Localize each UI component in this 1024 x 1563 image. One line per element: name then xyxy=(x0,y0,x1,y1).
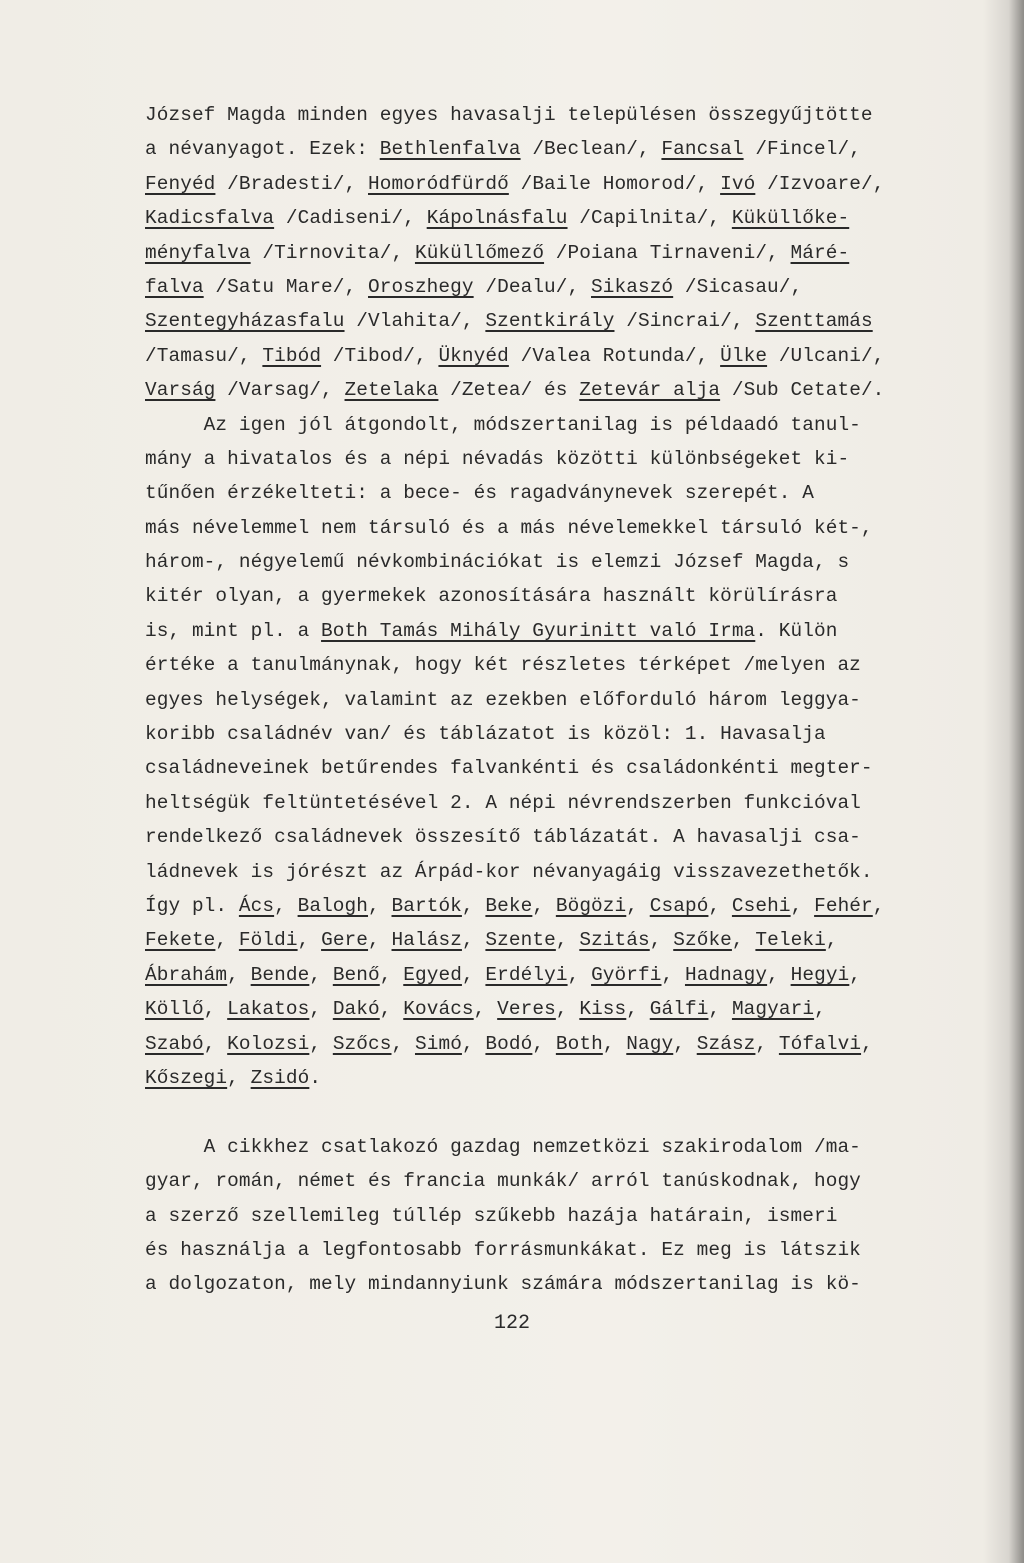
text-run: , xyxy=(649,929,674,952)
underlined-name: Both Tamás Mihály Gyurinitt való Irma xyxy=(321,619,756,642)
underlined-name: Szente xyxy=(485,929,556,952)
text-run: három-, négyelemű névkombinációkat is elemzi József Magda, s xyxy=(145,551,850,574)
text-line xyxy=(145,201,985,235)
underlined-name: Gálfi xyxy=(649,998,709,1021)
text-run: /Poiana Tirnaveni/, xyxy=(544,241,791,264)
text-line xyxy=(145,1061,985,1095)
underlined-name: Magyari xyxy=(731,998,815,1021)
underlined-name: Fehér xyxy=(814,894,873,917)
text-run: , xyxy=(767,963,791,986)
text-run: , xyxy=(215,929,239,952)
page-number: 122 xyxy=(493,1312,530,1335)
text-run: /Dealu/, xyxy=(473,275,592,298)
text-line xyxy=(145,304,985,338)
text-line xyxy=(145,167,985,201)
text-run: , xyxy=(379,963,404,986)
text-run: József Magda minden egyes havasalji településen összegyűjtötte xyxy=(145,104,873,126)
text-run: /Fincel/, xyxy=(743,138,861,161)
underlined-name: Erdélyi xyxy=(485,963,568,986)
underlined-name: Györfi xyxy=(591,963,662,986)
text-run: , xyxy=(461,929,486,952)
text-line xyxy=(145,1095,985,1129)
underlined-name: Both xyxy=(555,1032,603,1055)
text-line xyxy=(145,1267,985,1301)
underlined-name: Szőcs xyxy=(332,1032,392,1055)
text-run: /Sub Cetate/. xyxy=(720,379,885,402)
text-run: , xyxy=(708,894,732,917)
underlined-name: Egyed xyxy=(403,963,462,986)
underlined-name: Tibód xyxy=(262,344,322,367)
text-run: , xyxy=(227,1066,251,1089)
underlined-name: Sikaszó xyxy=(591,275,674,298)
text-line xyxy=(145,476,985,510)
text-run: , xyxy=(309,998,333,1021)
text-run: , xyxy=(708,998,732,1021)
text-run: a dolgozaton, mely mindannyiunk számára módszertanilag is kö- xyxy=(145,1273,861,1296)
text-run: , xyxy=(602,1032,627,1055)
text-run: más névelemmel nem társuló és a más névelemekkel társuló két-, xyxy=(145,516,873,539)
text-run: koribb családnév van/ és táblázatot is közöl: 1. Havasalja xyxy=(145,723,826,746)
text-run: , xyxy=(309,963,333,986)
text-run: /Baile Homorod/, xyxy=(508,172,721,195)
text-line xyxy=(145,1130,985,1164)
underlined-name: Nagy xyxy=(626,1032,674,1055)
text-run: /Satu Mare/, xyxy=(203,275,368,298)
underlined-name: Szőke xyxy=(673,929,732,952)
underlined-name: Simó xyxy=(414,1032,462,1055)
underlined-name: Veres xyxy=(497,998,556,1021)
text-run: , xyxy=(368,929,392,952)
text-line xyxy=(145,889,985,923)
underlined-name: Bende xyxy=(250,963,310,986)
text-run: , xyxy=(309,1032,333,1055)
text-run: , xyxy=(673,1032,697,1055)
text-run: /Sincrai/, xyxy=(614,310,756,333)
underlined-name: ményfalva xyxy=(145,241,251,264)
underlined-name: Szitás xyxy=(579,929,650,952)
underlined-name: Zsidó xyxy=(250,1066,310,1089)
text-line xyxy=(145,683,985,717)
text-line xyxy=(145,1199,985,1233)
underlined-name: Benő xyxy=(332,963,380,986)
text-run: , xyxy=(473,998,498,1021)
underlined-name: Fenyéd xyxy=(145,172,216,195)
text-run: , xyxy=(626,998,650,1021)
text-run: /Vlahita/, xyxy=(344,310,486,333)
underlined-name: Fekete xyxy=(145,929,216,952)
text-line xyxy=(145,579,985,613)
text-line xyxy=(145,1027,985,1061)
underlined-name: Fancsal xyxy=(661,138,744,161)
text-run: , xyxy=(532,1032,556,1055)
text-run: /Beclean/, xyxy=(520,138,662,161)
text-line xyxy=(145,992,985,1026)
text-line xyxy=(145,98,985,132)
text-line xyxy=(145,923,985,957)
underlined-name: Bodó xyxy=(485,1032,533,1055)
text-run: Az igen jól átgondolt, módszertanilag is példaadó tanul- xyxy=(145,413,861,436)
text-run: a szerző szellemileg túllép szűkebb hazája határain, ismeri xyxy=(145,1204,838,1227)
underlined-name: Kőszegi xyxy=(145,1066,228,1089)
underlined-name: Balogh xyxy=(297,894,369,917)
underlined-name: Hegyi xyxy=(790,963,850,986)
underlined-name: Köllő xyxy=(145,998,204,1021)
text-run: , xyxy=(555,929,580,952)
underlined-name: Szentegyházasfalu xyxy=(145,310,345,333)
text-run: , xyxy=(849,963,862,986)
underlined-name: Ábrahám xyxy=(145,963,228,986)
text-run: . xyxy=(309,1066,322,1089)
underlined-name: Zetevár alja xyxy=(579,379,721,402)
text-run: , xyxy=(661,963,685,986)
text-run: , xyxy=(567,963,592,986)
text-line xyxy=(145,236,985,270)
text-run: , xyxy=(368,894,392,917)
underlined-name: Szabó xyxy=(145,1032,204,1055)
text-run: /Valea Rotunda/, xyxy=(508,344,721,367)
text-run: Így pl. xyxy=(145,894,239,917)
text-run: tűnően érzékelteti: a bece- és ragadványnevek szerepét. A xyxy=(145,482,814,505)
underlined-name: Hadnagy xyxy=(684,963,768,986)
underlined-name: Oroszhegy xyxy=(368,275,474,298)
underlined-name: Szász xyxy=(696,1032,756,1055)
text-run: a névanyagot. Ezek: xyxy=(145,138,380,161)
underlined-name: Kovács xyxy=(403,998,474,1021)
underlined-name: Földi xyxy=(238,929,298,952)
underlined-name: Bethlenfalva xyxy=(379,138,521,161)
text-run: , xyxy=(731,929,756,952)
underlined-name: Ivó xyxy=(720,172,756,195)
text-run: /Sicasau/, xyxy=(673,275,803,298)
text-line xyxy=(145,751,985,785)
underlined-name: Teleki xyxy=(755,929,826,952)
text-run: /Ulcani/, xyxy=(767,344,885,367)
underlined-name: falva xyxy=(145,275,204,298)
text-run: ládnevek is jórészt az Árpád-kor névanyagáig visszavezethetők. xyxy=(145,860,873,883)
text-run: kitér olyan, a gyermekek azonosítására használt körülírásra xyxy=(145,585,838,608)
text-run: /Varsag/, xyxy=(215,379,345,402)
text-line xyxy=(145,132,985,166)
underlined-name: Gere xyxy=(321,929,369,952)
underlined-name: Tófalvi xyxy=(778,1032,862,1055)
text-run: értéke a tanulmánynak, hogy két részletes térképet /melyen az xyxy=(145,654,861,677)
text-run: , xyxy=(814,998,826,1021)
text-run: /Tirnovita/, xyxy=(250,241,415,264)
text-run: mány a hivatalos és a népi névadás közötti különbségeket ki- xyxy=(145,447,850,470)
underlined-name: Homoródfürdő xyxy=(368,172,509,195)
text-run: gyar, román, német és francia munkák/ arról tanúskodnak, hogy xyxy=(145,1170,861,1193)
underlined-name: Kadicsfalva xyxy=(145,207,275,230)
underlined-name: Zetelaka xyxy=(344,379,439,402)
text-run: , xyxy=(790,894,815,917)
underlined-name: Kolozsi xyxy=(227,1032,310,1055)
text-line xyxy=(145,786,985,820)
text-line xyxy=(145,545,985,579)
underlined-name: Beke xyxy=(485,894,533,917)
text-run: /Tibod/, xyxy=(321,344,439,367)
text-run: , xyxy=(825,929,838,952)
underlined-name: Halász xyxy=(391,929,462,952)
text-line xyxy=(145,855,985,889)
underlined-name: Lakatos xyxy=(227,998,310,1021)
text-run: /Bradesti/, xyxy=(215,172,368,195)
text-run: , xyxy=(626,894,650,917)
text-line xyxy=(145,270,985,304)
underlined-name: Üknyéd xyxy=(438,344,509,367)
text-line xyxy=(145,717,985,751)
text-line xyxy=(145,442,985,476)
underlined-name: Csehi xyxy=(731,894,791,917)
body-text xyxy=(145,98,985,1302)
underlined-name: Szenttamás xyxy=(755,310,873,333)
text-run: , xyxy=(227,963,251,986)
text-run: . Külön xyxy=(755,619,838,642)
underlined-name: Dakó xyxy=(332,998,380,1021)
text-run: , xyxy=(461,894,486,917)
underlined-name: Bögözi xyxy=(555,894,627,917)
underlined-name: Csapó xyxy=(649,894,709,917)
text-line xyxy=(145,408,985,442)
underlined-name: Küküllőmező xyxy=(414,241,545,264)
text-line xyxy=(145,1233,985,1267)
text-run: családneveinek betűrendes falvankénti és családonkénti megter- xyxy=(145,757,873,780)
text-run: heltségük feltüntetésével 2. A népi névrendszerben funkcióval xyxy=(145,791,861,814)
text-run: , xyxy=(755,1032,779,1055)
text-run: /Capilnita/, xyxy=(567,207,732,230)
text-run: , xyxy=(379,998,404,1021)
text-run: , xyxy=(391,1032,415,1055)
text-line xyxy=(145,373,985,407)
text-run: , xyxy=(461,963,486,986)
text-run: , xyxy=(203,1032,228,1055)
text-run: A cikkhez csatlakozó gazdag nemzetközi szakirodalom /ma- xyxy=(145,1135,861,1158)
underlined-name: Küküllőke- xyxy=(731,207,850,230)
underlined-name: Kápolnásfalu xyxy=(426,207,568,230)
text-run: , xyxy=(274,894,298,917)
text-run: is, mint pl. a xyxy=(145,619,322,642)
underlined-name: Bartók xyxy=(391,894,462,917)
text-line xyxy=(145,339,985,373)
underlined-name: Kiss xyxy=(579,998,627,1021)
text-run: , xyxy=(872,894,885,917)
text-line xyxy=(145,820,985,854)
text-line xyxy=(145,511,985,545)
text-run: /Zetea/ és xyxy=(438,379,580,402)
text-run: , xyxy=(532,894,556,917)
text-run: és használja a legfontosabb forrásmunkákat. Ez meg is látszik xyxy=(145,1238,861,1261)
text-run: /Tamasu/, xyxy=(145,344,263,367)
underlined-name: Ács xyxy=(238,894,275,917)
text-run: , xyxy=(461,1032,486,1055)
text-line xyxy=(145,648,985,682)
underlined-name: Ülke xyxy=(720,344,768,367)
text-run: , xyxy=(555,998,580,1021)
text-line xyxy=(145,614,985,648)
text-run: , xyxy=(861,1032,873,1055)
text-run: , xyxy=(203,998,228,1021)
text-run: egyes helységek, valamint az ezekben előforduló három leggya- xyxy=(145,688,861,711)
text-run: /Cadiseni/, xyxy=(274,207,427,230)
text-line xyxy=(145,1164,985,1198)
text-line xyxy=(145,958,985,992)
underlined-name: Máré- xyxy=(790,241,850,264)
text-run: , xyxy=(297,929,322,952)
text-run: /Izvoare/, xyxy=(755,172,885,195)
text-run: rendelkező családnevek összesítő táblázatát. A havasalji csa- xyxy=(145,826,861,849)
underlined-name: Szentkirály xyxy=(485,310,615,333)
underlined-name: Varság xyxy=(145,379,216,402)
